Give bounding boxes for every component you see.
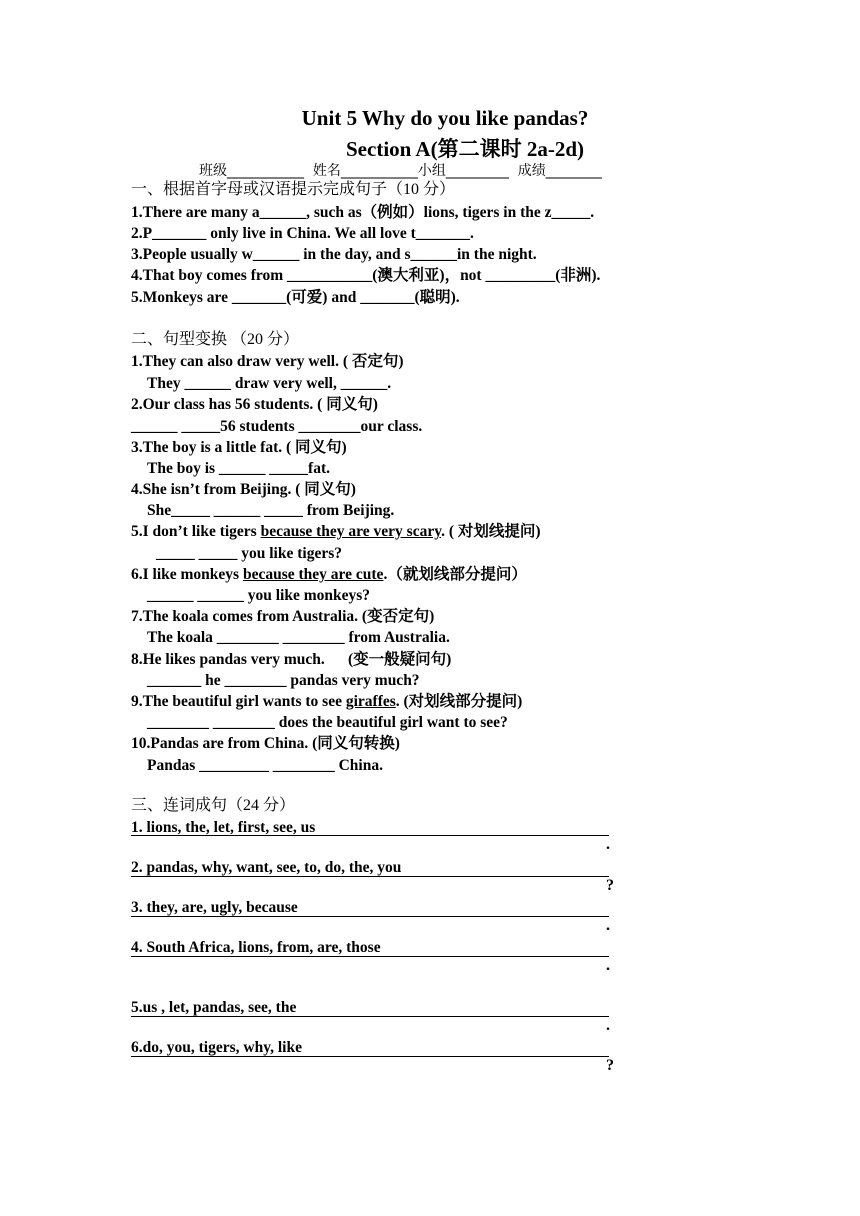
s2-answer-3: The boy is ______ _____fat. — [147, 460, 330, 477]
s2-q9-instruction: . (对划线部分提问) — [395, 693, 523, 710]
s2-answer-6: ______ ______ you like monkeys? — [147, 587, 371, 604]
s2-question-7: 7.The koala comes from Australia. (变否定句) — [131, 608, 435, 625]
s2-question-8: 8.He likes pandas very much. (变一般疑问句) — [131, 651, 452, 668]
s2-answer-1: They ______ draw very well, ______. — [147, 375, 392, 392]
s1-item-4: 4.That boy comes from ___________(澳大利亚)，not _________(非洲). — [131, 267, 601, 284]
s3-item-3-end: . — [606, 917, 610, 934]
page-title: Unit 5 Why do you like pandas? — [301, 106, 589, 130]
section2-heading: 二、句型变换 （20 分） — [131, 331, 300, 348]
s2-question-6 — [131, 565, 527, 585]
s3-item-2-answer-line — [131, 876, 609, 877]
s1-item-2: 2.P_______ only live in China. We all love t_______. — [131, 225, 474, 242]
s2-question-1: 1.They can also draw very well. ( 否定句) — [131, 353, 404, 370]
s2-answer-9: ________ ________ does the beautiful girl want to see? — [147, 714, 508, 731]
section3-heading: 三、连词成句（24 分） — [131, 797, 296, 814]
s3-item-5-answer-line — [131, 1016, 609, 1017]
s1-item-3: 3.People usually w______ in the day, and s______in the night. — [131, 246, 537, 263]
s2-question-2: 2.Our class has 56 students. ( 同义句) — [131, 396, 378, 413]
section1-heading: 一、根据首字母或汉语提示完成句子（10 分） — [131, 181, 456, 198]
s2-answer-2: ______ _____56 students ________our class. — [131, 418, 423, 435]
page-subtitle: Section A(第二课时 2a-2d) — [346, 137, 584, 161]
s2-answer-7: The koala ________ ________ from Australia. — [147, 629, 450, 646]
s2-answer-4: She_____ ______ _____ from Beijing. — [147, 502, 395, 519]
s2-question-10: 10.Pandas are from China. (同义句转换) — [131, 735, 400, 752]
s3-item-1-words: 1. lions, the, let, first, see, us — [131, 819, 316, 836]
s3-item-4-end: . — [606, 957, 610, 974]
s3-item-5-words: 5.us , let, pandas, see, the — [131, 999, 297, 1016]
s3-item-3-answer-line — [131, 916, 609, 917]
s2-q6-text: 6.I like monkeys — [131, 566, 243, 583]
s1-item-5: 5.Monkeys are _______(可爱) and _______(聪明). — [131, 289, 460, 306]
s3-item-4-answer-line — [131, 956, 609, 957]
s2-question-5 — [131, 522, 541, 542]
s3-item-2-end: ? — [606, 877, 614, 894]
s3-item-6-words: 6.do, you, tigers, why, like — [131, 1039, 302, 1056]
s2-q9-underlined: giraffes — [345, 693, 396, 710]
s2-question-4: 4.She isn’t from Beijing. ( 同义句) — [131, 481, 356, 498]
s3-item-4-words: 4. South Africa, lions, from, are, those — [131, 939, 381, 956]
s3-item-6-answer-line — [131, 1056, 609, 1057]
s2-q5-text: 5.I don’t like tigers — [131, 523, 261, 540]
s2-q5-underlined: because they are very scary — [260, 523, 442, 540]
s2-answer-8: _______ he ________ pandas very much? — [147, 672, 420, 689]
s3-item-2-words: 2. pandas, why, want, see, to, do, the, you — [131, 859, 402, 876]
s3-item-1-answer-line — [131, 835, 609, 836]
s1-item-1: 1.There are many a______, such as（例如）lions, tigers in the z_____. — [131, 204, 595, 221]
s3-item-5-end: . — [606, 1017, 610, 1034]
s2-q5-instruction: . ( 对划线提问) — [441, 523, 541, 540]
s3-item-1-end: . — [606, 836, 610, 853]
s2-answer-5: _____ _____ you like tigers? — [156, 545, 342, 562]
s2-answer-10: Pandas _________ ________ China. — [147, 757, 383, 774]
s3-item-3-words: 3. they, are, ugly, because — [131, 899, 298, 916]
s2-q6-instruction: .（就划线部分提问） — [383, 566, 527, 583]
s2-question-3: 3.The boy is a little fat. ( 同义句) — [131, 439, 347, 456]
student-info-line: 班级___________ 姓名___________小组_________ 成绩________ — [199, 163, 602, 179]
s3-item-6-end: ? — [606, 1057, 614, 1074]
s2-q6-underlined: because they are cute — [242, 566, 384, 583]
s2-q9-text: 9.The beautiful girl wants to see — [131, 693, 346, 710]
s2-question-9 — [131, 692, 522, 712]
